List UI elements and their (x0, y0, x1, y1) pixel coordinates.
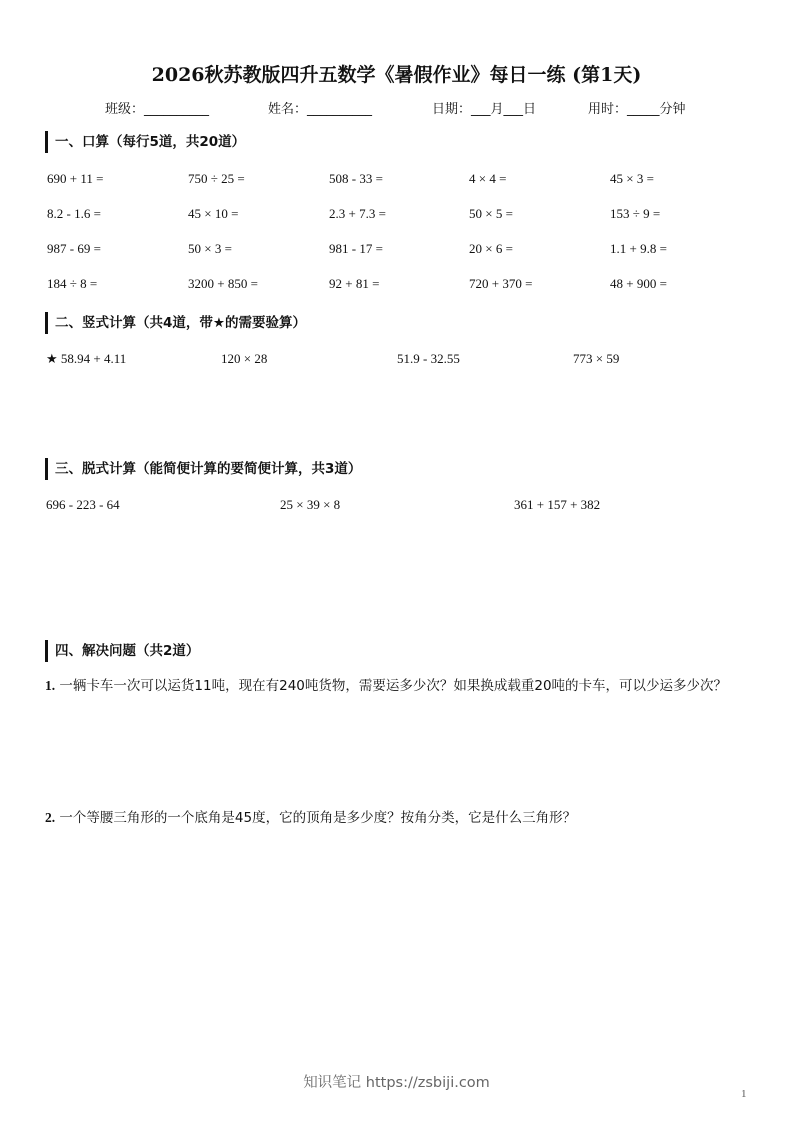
oral-item: 508 - 33 = (329, 171, 383, 186)
vertical-item: 773 × 59 (573, 351, 620, 366)
oral-item: 3200 + 850 = (188, 276, 258, 291)
oral-item: 50 × 3 = (188, 241, 232, 256)
vertical-item: ★ 58.94 + 4.11 (46, 351, 127, 366)
oral-item: 45 × 3 = (610, 171, 654, 186)
section-oral-heading: 一、口算（每行5道，共20道） (45, 131, 245, 153)
problem-number: 1. (45, 678, 56, 693)
problem-number: 2. (45, 810, 56, 825)
problem-text: 一辆卡车一次可以运货11吨，现在有240吨货物，需要运多少次？如果换成载重20吨的卡车，可以少运多少次？ (59, 678, 728, 694)
problem-1 (45, 674, 727, 694)
stepwise-item: 361 + 157 + 382 (514, 497, 601, 512)
oral-item: 92 + 81 = (329, 276, 380, 291)
section-vertical-heading: 二、竖式计算（共4道，带★的需要验算） (45, 312, 306, 334)
stepwise-item: 696 - 223 - 64 (46, 497, 120, 512)
oral-item: 1.1 + 9.8 = (610, 241, 667, 256)
oral-item: 2.3 + 7.3 = (329, 206, 386, 221)
oral-item: 981 - 17 = (329, 241, 383, 256)
vertical-item: 120 × 28 (221, 351, 268, 366)
date-field: 日期：___月___日 (432, 102, 537, 117)
oral-item: 50 × 5 = (469, 206, 513, 221)
oral-item: 45 × 10 = (188, 206, 239, 221)
oral-item: 8.2 - 1.6 = (47, 206, 101, 221)
problem-text: 一个等腰三角形的一个底角是45度，它的顶角是多少度？按角分类，它是什么三角形？ (59, 810, 577, 826)
section-problems-heading: 四、解决问题（共2道） (45, 640, 199, 662)
oral-item: 720 + 370 = (469, 276, 533, 291)
stepwise-item: 25 × 39 × 8 (280, 497, 341, 512)
problem-2 (45, 806, 576, 826)
footer-watermark: 知识笔记 https://zsbiji.com (303, 1075, 490, 1091)
oral-item: 153 ÷ 9 = (610, 206, 661, 221)
oral-item: 4 × 4 = (469, 171, 507, 186)
section-stepwise-heading: 三、脱式计算（能简便计算的要简便计算，共3道） (45, 458, 361, 480)
oral-item: 690 + 11 = (47, 171, 104, 186)
page-number: 1 (741, 1088, 747, 1100)
oral-item: 184 ÷ 8 = (47, 276, 98, 291)
oral-item: 20 × 6 = (469, 241, 513, 256)
vertical-item: 51.9 - 32.55 (397, 351, 460, 366)
name-field: 姓名：__________ (268, 102, 373, 117)
class-field: 班级：__________ (105, 102, 210, 117)
oral-item: 750 ÷ 25 = (188, 171, 245, 186)
page-title: 2026秋苏教版四升五数学《暑假作业》每日一练 (第1天) (151, 64, 642, 86)
oral-item: 48 + 900 = (610, 276, 667, 291)
oral-item: 987 - 69 = (47, 241, 101, 256)
time-field: 用时：_____分钟 (588, 102, 686, 117)
